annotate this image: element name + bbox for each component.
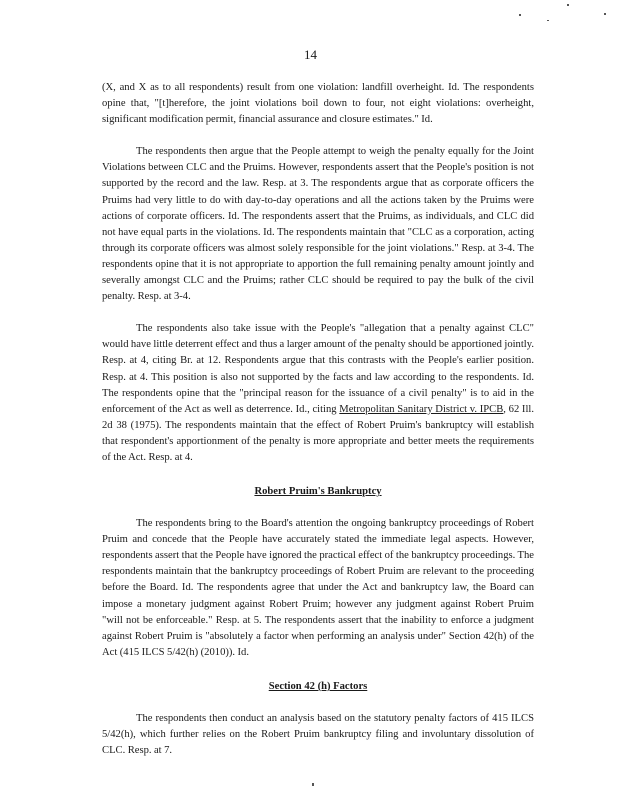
paragraph-joint-violations: The respondents then argue that the People attempt to weigh the penalty equally for the Joint Violations between CLC and the Pruims. However, respondents assert that the People's position is not supported by the record and the law. Resp. at 3. The respondents argue that as corporate officers the Pruims had very little to do with day-to-day operations and all the actions taken by the Pruims were actions of corporate officers. Id. The respondents assert that the Pruims, as individuals, and CLC did not have equal parts in the violations. Id. The respondents maintain that "CLC as a corporation, acting through its corporate officers was almost solely responsible for the joint violations." Resp. at 3-4. The respondents opine that it is not appropriate to apportion the full remaining penalty amount jointly and severally amongst CLC and the Pruims; rather CLC should be required to pay the bulk of the civil penalty. Resp. at 3-4. [102, 146, 534, 303]
paragraph-continued: (X, and X as to all respondents) result from one violation: landfill overheight. Id. The respondents opine that, "[t]herefore, the joint violations boil down to four, not eight violations: overheight, significant modification permit, financial assurance and closure estimates." Id. [102, 82, 534, 126]
page-number: 14 [304, 47, 317, 62]
scan-speck [604, 13, 606, 15]
scan-speck [312, 783, 314, 786]
paragraph-text: , 62 Ill. 2d 38 (1975). The respondents maintain that the effect of Robert Pruim's bankruptcy will establish that respondent's apportionment of the penalty is more appropriate and better meets the requirements of the Act. Resp. at 4. [102, 403, 534, 463]
scan-speck [547, 20, 549, 21]
paragraph-factors: The respondents then conduct an analysis based on the statutory penalty factors of 415 ILCS 5/42(h), which further relies on the Robert Pruim bankruptcy filing and involuntary dissolution of CLC. Resp. at 7. [102, 712, 534, 757]
paragraph-deterrence [102, 321, 534, 466]
section-heading-factors: Section 42 (h) Factors [268, 680, 368, 692]
case-citation: Metropolitan Sanitary District v. IPCB [339, 403, 504, 415]
document-body [102, 80, 534, 759]
scan-speck [519, 14, 521, 16]
paragraph-bankruptcy: The respondents bring to the Board's attention the ongoing bankruptcy proceedings of Robert Pruim and concede that the People have accurately stated the immediate legal aspects. However, respondents assert that the People have ignored the practical effect of the bankruptcy proceedings. The respondents maintain that the bankruptcy proceedings of Robert Pruim are relevant to the proceeding before the Board. Id. The respondents agree that under the Act and bankruptcy law, the Board can impose a monetary judgment against Robert Pruim; however any judgment against Robert Pruim "will not be enforceable." Resp. at 5. The respondents assert that the inability to enforce a judgment against Robert Pruim is "absolutely a factor when performing an analysis under" Section 42(h) of the Act (415 ILCS 5/42(h) (2010)). Id. [102, 518, 534, 658]
paragraph-text: The respondents also take issue with the People's "allegation that a penalty against CLC" would have little deterrent effect and thus a larger amount of the penalty should be apportioned jointly. Resp. at 4, citing Br. at 12. Respondents argue that this contrasts with the People's earlier position. Resp. at 4. This position is also not supported by the facts and law according to the respondents. Id. The respondents opine that the "principal reason for the issuance of a civil penalty" is to aid in the enforcement of the Act as well as deterrence. Id., citing [102, 323, 534, 415]
section-heading-bankruptcy: Robert Pruim's Bankruptcy [254, 486, 382, 498]
scan-speck [567, 4, 569, 6]
